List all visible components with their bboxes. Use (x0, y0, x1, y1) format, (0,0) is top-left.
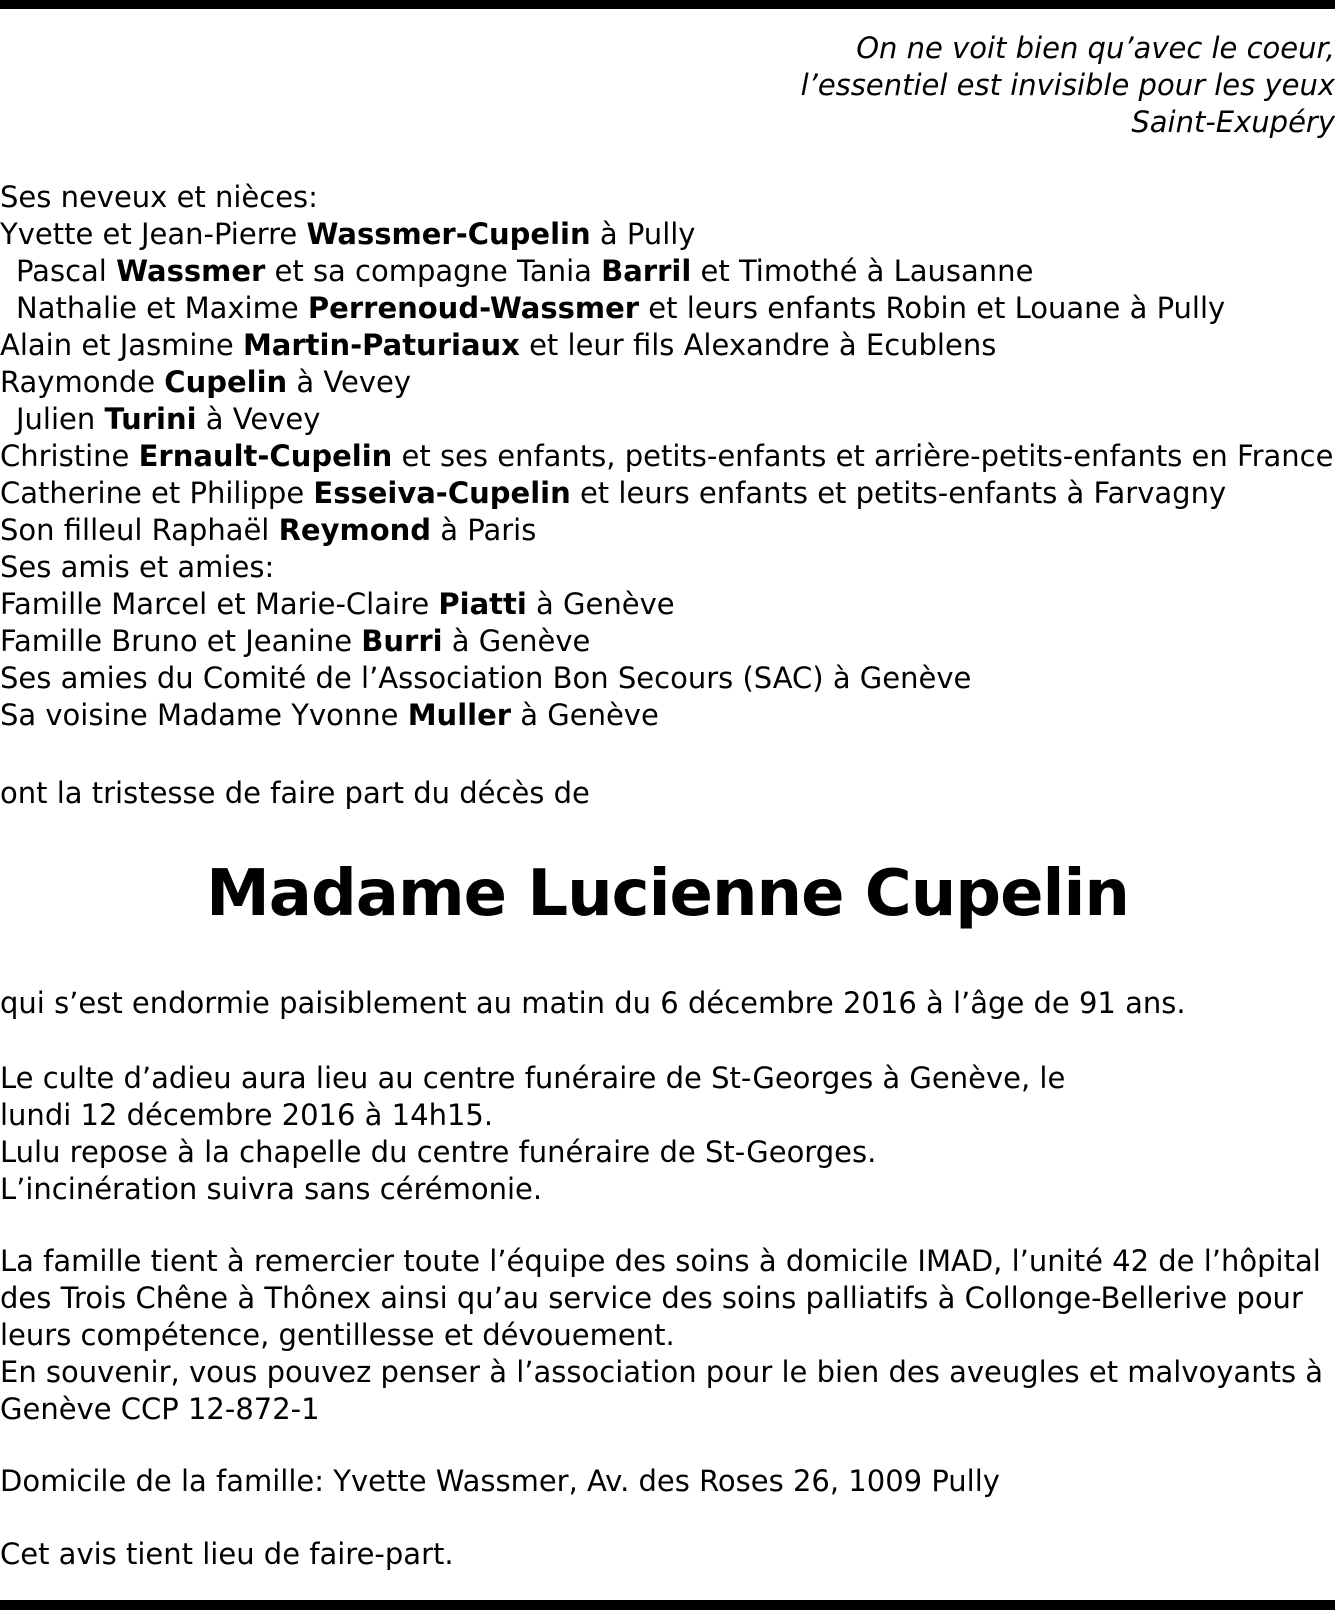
mourner-line: Nathalie et Maxime Perrenoud-Wassmer et leurs enfants Robin et Louane à Pully (16, 291, 1226, 325)
mourner-line: Yvette et Jean-Pierre Wassmer-Cupelin à Pully (0, 217, 696, 251)
mourner-line: Catherine et Philippe Esseiva-Cupelin et leurs enfants et petits-enfants à Farvagny (0, 476, 1227, 510)
epigraph-quote (335, 30, 1335, 141)
friend-line: Sa voisine Madame Yvonne Muller à Genève (0, 698, 659, 732)
announcement-text: ont la tristesse de faire part du décès de (0, 776, 590, 810)
friend-line: Ses amies du Comité de l’Association Bon Secours (SAC) à Genève (0, 661, 972, 695)
quote-line-2: l’essentiel est invisible pour les yeux (800, 68, 1335, 102)
mourner-line: Pascal Wassmer et sa compagne Tania Barril et Timothé à Lausanne (16, 254, 1034, 288)
deceased-name: Madame Lucienne Cupelin (206, 857, 1129, 931)
passing-text: qui s’est endormie paisiblement au matin du 6 décembre 2016 à l’âge de 91 ans. (0, 986, 1186, 1020)
friend-line: Famille Bruno et Jeanine Burri à Genève (0, 624, 591, 658)
quote-line-1: On ne voit bien qu’avec le coeur, (856, 31, 1335, 65)
memory-text: En souvenir, vous pouvez penser à l’association pour le bien des aveugles et malvoyants à Genève CCP 12-872-1 (0, 1355, 1324, 1426)
mourner-line: Alain et Jasmine Martin-Paturiaux et leur fils Alexandre à Ecublens (0, 328, 997, 362)
thanks-text: La famille tient à remercier toute l’équipe des soins à domicile IMAD, l’unité 42 de l’hôpital des Trois Chêne à Thônex ainsi qu’au service des soins palliatifs à Collonge-Bellerive pour leurs compétence, gentillesse et dévouement. (0, 1244, 1321, 1352)
family-domicile: Domicile de la famille: Yvette Wassmer, Av. des Roses 26, 1009 Pully (0, 1464, 1000, 1498)
mourner-line: Christine Ernault-Cupelin et ses enfants, petits-enfants et arrière-petits-enfants en France (0, 439, 1334, 473)
mourner-line: Son filleul Raphaël Reymond à Paris (0, 513, 537, 547)
friend-line: Famille Marcel et Marie-Claire Piatti à Genève (0, 587, 675, 621)
mourner-line: Raymonde Cupelin à Vevey (0, 365, 411, 399)
friends-heading: Ses amis et amies: (0, 550, 275, 584)
notice-footer: Cet avis tient lieu de faire-part. (0, 1537, 454, 1571)
top-rule (0, 0, 1335, 9)
ceremony-details: Le culte d’adieu aura lieu au centre funéraire de St-Georges à Genève, le lundi 12 décembre 2016 à 14h15. Lulu repose à la chapelle du centre funéraire de St-Georges. L’incinération suivra sans cérémonie. (0, 1061, 1066, 1206)
quote-author: Saint-Exupéry (1131, 105, 1335, 139)
mourners-list (0, 179, 1335, 734)
mourner-line: Julien Turini à Vevey (16, 402, 321, 436)
nephews-heading: Ses neveux et nièces: (0, 180, 318, 214)
bottom-rule (0, 1600, 1335, 1610)
thanks-paragraph (0, 1243, 1335, 1428)
